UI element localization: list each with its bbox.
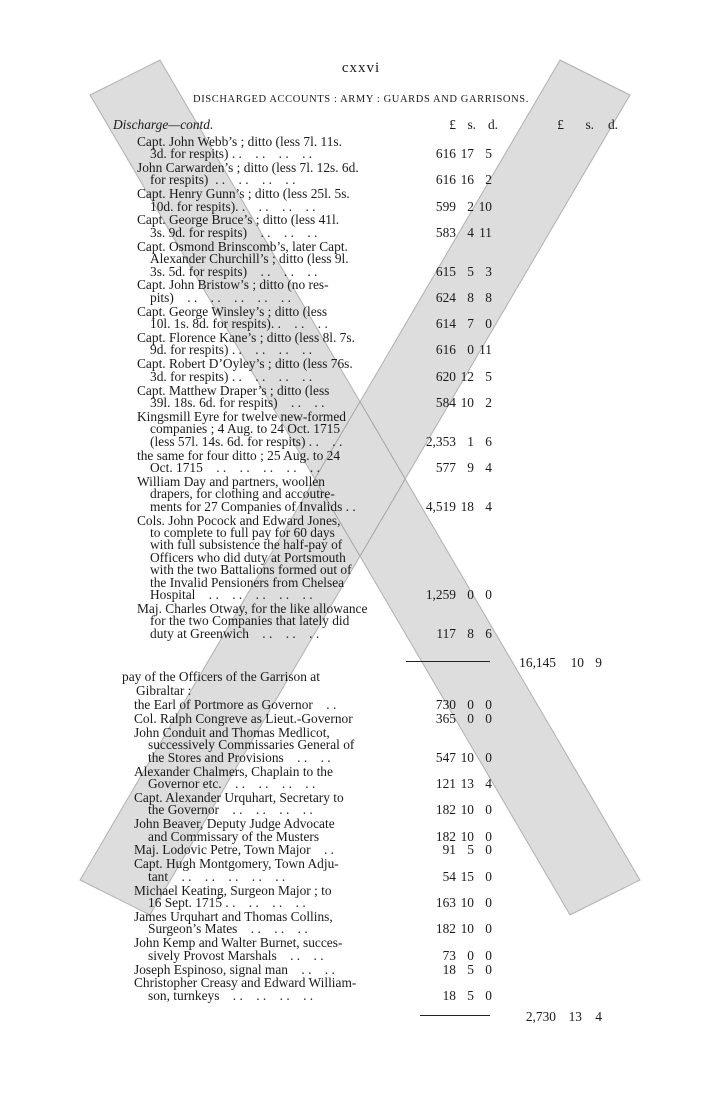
- entry-pounds: 614: [435, 316, 456, 332]
- entry-pence: 0: [485, 987, 492, 1003]
- entry-pence: 0: [485, 868, 492, 884]
- entry-text-line: the same for four ditto ; 25 Aug. to 24: [137, 447, 341, 463]
- entry-text-line: with full subsistence the half-pay of: [150, 537, 343, 553]
- entry-shillings: 10: [460, 895, 474, 910]
- entry-pounds: 616: [435, 342, 456, 358]
- entry-text-line: ments for 27 Companies of Invalids . .: [150, 498, 356, 514]
- entry-shillings: 12: [460, 368, 474, 384]
- entry-pence: 5: [485, 368, 492, 384]
- entry-pounds: 4,519: [425, 498, 456, 514]
- subtotal-rule-1: [406, 661, 490, 662]
- entry-text-line: 10d. for respits). . . . . . . .: [150, 198, 316, 214]
- entry-shillings: 0: [467, 947, 474, 963]
- entry-pence: 0: [485, 316, 492, 332]
- entry-pounds: 2,353: [425, 433, 456, 449]
- entry-text-line: successively Commissaries General of: [148, 737, 355, 753]
- entry-text-line: the Governor . . . . . . . .: [148, 802, 313, 818]
- entry-shillings: 0: [467, 710, 474, 726]
- entry-pence: 0: [485, 587, 492, 602]
- entry-text-line: tant . . . . . . . . . .: [148, 868, 286, 884]
- page-number: cxxvi: [341, 60, 381, 76]
- subtotal-2-pence: 4: [595, 1009, 602, 1024]
- entry-shillings: 5: [467, 263, 474, 279]
- entry-text-line: sively Provost Marshals . . . .: [148, 947, 324, 963]
- entry-text-line: Joseph Espinoso, signal man . . . .: [134, 961, 335, 977]
- entry-pence: 0: [485, 842, 492, 858]
- entry-text-line: Col. Ralph Congreve as Lieut.-Governor: [134, 710, 353, 726]
- entry-text-line: Hospital . . . . . . . . . .: [150, 587, 313, 602]
- entry-text-line: James Urquhart and Thomas Collins,: [134, 908, 333, 924]
- entry-shillings: 17: [460, 145, 474, 161]
- entry-shillings: 0: [467, 587, 474, 602]
- entry-text-line: to complete to full pay for 60 days: [150, 525, 335, 540]
- entry-pounds: 54: [442, 868, 456, 884]
- entry-shillings: 1: [467, 433, 474, 449]
- entry-pounds: 365: [435, 710, 456, 726]
- entry-shillings: 2: [467, 198, 474, 214]
- entry-text-line: Oct. 1715 . . . . . . . . . .: [150, 460, 320, 475]
- entry-text-line: son, turnkeys . . . . . . . .: [148, 987, 314, 1003]
- entry-pence: 0: [485, 710, 492, 726]
- entry-text-line: John Carwarden’s ; ditto (less 7l. 12s. 6d.: [137, 159, 359, 175]
- entry-text-line: Capt. George Winsley’s ; ditto (less: [137, 303, 328, 319]
- entry-pence: 0: [485, 961, 492, 977]
- entry-pounds: 616: [435, 172, 456, 188]
- entry-text-line: William Day and partners, woollen: [137, 473, 325, 489]
- entry-pounds: 1,259: [425, 587, 456, 602]
- entry-pence: 6: [485, 433, 492, 449]
- entry-pounds: 18: [442, 987, 456, 1003]
- entry-pounds: 121: [435, 775, 456, 791]
- entry-pence: 0: [485, 828, 492, 844]
- entry-text-line: 3d. for respits) . . . . . . . .: [150, 368, 313, 384]
- entry-pounds: 583: [435, 224, 456, 240]
- entry-text-line: with the two Battalions formed out of: [150, 562, 352, 578]
- entry-shillings: 10: [460, 921, 474, 937]
- col-pounds-1: £: [449, 117, 456, 132]
- entry-pounds: 615: [435, 263, 456, 279]
- subtotal-rule-2: [420, 1015, 490, 1016]
- entry-pounds: 163: [435, 895, 456, 910]
- entry-shillings: 10: [460, 802, 474, 818]
- entry-text-line: Alexander Churchill’s ; ditto (less 9l.: [150, 251, 349, 267]
- entry-shillings: 0: [467, 342, 474, 358]
- entry-pence: 3: [485, 263, 492, 279]
- entry-text-line: for respits) . . . . . . . .: [150, 172, 296, 188]
- col-pence-1: d.: [487, 117, 498, 132]
- entry-text-line: pits) . . . . . . . . . .: [150, 289, 291, 305]
- entry-text-line: Capt. Robert D’Oyley’s ; ditto (less 76s.: [137, 356, 353, 372]
- entry-pounds: 182: [435, 828, 456, 844]
- entry-pence: 0: [485, 921, 492, 937]
- entry-text-line: the Stores and Provisions . . . .: [148, 749, 331, 765]
- entry-shillings: 4: [467, 224, 474, 240]
- entry-text-line: Capt. Matthew Draper’s ; ditto (less: [137, 382, 330, 398]
- entry-pounds: 182: [435, 802, 456, 818]
- entry-pounds: 547: [435, 749, 456, 765]
- section-label: Discharge—contd.: [113, 117, 214, 132]
- section2-heading-line-2: Gibraltar :: [136, 683, 192, 698]
- entry-pence: 4: [485, 460, 492, 475]
- entry-pence: 11: [479, 224, 492, 240]
- col-pounds-2: £: [557, 117, 564, 132]
- entry-text-line: Capt. Hugh Montgomery, Town Adju-: [134, 856, 339, 872]
- section2-heading-line-1: pay of the Officers of the Garrison at: [122, 669, 320, 684]
- entry-pounds: 624: [435, 289, 456, 305]
- entry-shillings: 7: [467, 316, 474, 332]
- subtotal-1-shillings: 10: [570, 655, 584, 670]
- entry-text-line: Capt. Osmond Brinscomb’s, later Capt.: [137, 238, 348, 254]
- subtotal-1-pence: 9: [595, 655, 602, 670]
- entry-shillings: 5: [467, 842, 474, 858]
- entry-pence: 2: [485, 172, 492, 188]
- entry-pence: 0: [485, 802, 492, 818]
- entry-pounds: 18: [442, 961, 456, 977]
- entry-pounds: 73: [442, 947, 456, 963]
- entry-text-line: Kingsmill Eyre for twelve new-formed: [137, 408, 346, 424]
- entry-text-line: Capt. George Bruce’s ; ditto (less 41l.: [137, 212, 340, 228]
- entry-shillings: 0: [467, 697, 474, 712]
- entry-text-line: 16 Sept. 1715 . . . . . . . .: [148, 895, 306, 910]
- running-title: DISCHARGED ACCOUNTS : ARMY : GUARDS AND GARRISONS.: [193, 94, 529, 105]
- col-pence-2: d.: [607, 117, 618, 132]
- subtotal-2-shillings: 13: [568, 1009, 582, 1024]
- entry-text-line: drapers, for clothing and accoutre-: [150, 486, 335, 502]
- entry-text-line: companies ; 4 Aug. to 24 Oct. 1715: [150, 421, 341, 437]
- entry-pounds: 117: [436, 625, 456, 641]
- entry-text-line: Governor etc. . . . . . . . .: [148, 775, 316, 791]
- entry-text-line: Christopher Creasy and Edward William-: [134, 975, 357, 991]
- entry-text-line: Maj. Charles Otway, for the like allowance: [137, 600, 368, 616]
- entry-shillings: 10: [460, 828, 474, 844]
- entry-pence: 8: [485, 289, 492, 305]
- entry-text-line: 39l. 18s. 6d. for respits) . . . .: [150, 395, 325, 410]
- entry-pence: 4: [485, 498, 492, 514]
- entry-pence: 0: [485, 749, 492, 765]
- entry-pounds: 577: [435, 460, 456, 475]
- entry-shillings: 8: [467, 625, 474, 641]
- entry-text-line: the Invalid Pensioners from Chelsea: [150, 574, 345, 590]
- entry-shillings: 18: [460, 498, 474, 514]
- entry-text-line: Surgeon’s Mates . . . . . .: [148, 921, 308, 937]
- entry-text-line: the Earl of Portmore as Governor . .: [134, 697, 337, 712]
- entry-shillings: 8: [467, 289, 474, 305]
- entry-text-line: and Commissary of the Musters: [148, 828, 320, 844]
- entry-pounds: 730: [435, 697, 456, 712]
- entry-pounds: 616: [435, 145, 456, 161]
- subtotal-1-pounds: 16,145: [519, 655, 556, 670]
- col-shillings-2: s.: [585, 117, 594, 132]
- entry-shillings: 13: [460, 775, 474, 791]
- entry-shillings: 10: [460, 395, 474, 410]
- entry-text-line: John Beaver, Deputy Judge Advocate: [134, 816, 335, 832]
- entry-pence: 5: [485, 145, 492, 161]
- entry-pounds: 584: [435, 395, 456, 410]
- entry-text-line: 3s. 5d. for respits) . . . . . .: [150, 263, 318, 279]
- entry-text-line: Capt. John Webb’s ; ditto (less 7l. 11s.: [137, 133, 342, 149]
- entry-text-line: (less 57l. 14s. 6d. for respits) . . . .: [150, 433, 343, 449]
- entry-text-line: Cols. John Pocock and Edward Jones,: [137, 512, 341, 528]
- entry-text-line: Michael Keating, Surgeon Major ; to: [134, 882, 332, 898]
- entry-text-line: Officers who did duty at Portsmouth: [150, 549, 346, 565]
- entry-pence: 6: [485, 625, 492, 641]
- entry-pence: 0: [485, 697, 492, 712]
- entry-text-line: Maj. Lodovic Petre, Town Major . .: [134, 842, 335, 858]
- entry-text-line: John Conduit and Thomas Medlicot,: [134, 724, 330, 740]
- entry-text-line: Capt. John Bristow’s ; ditto (no res-: [137, 277, 329, 293]
- entry-shillings: 5: [467, 961, 474, 977]
- entry-pence: 4: [485, 775, 492, 791]
- entry-shillings: 16: [460, 172, 474, 188]
- entry-text-line: for the two Companies that lately did: [150, 613, 350, 629]
- entry-pence: 11: [479, 342, 492, 358]
- entry-text-line: Capt. Alexander Urquhart, Secretary to: [134, 789, 344, 805]
- entry-shillings: 9: [467, 460, 474, 475]
- entry-text-line: Capt. Henry Gunn’s ; ditto (less 25l. 5s.: [137, 186, 350, 202]
- entry-pence: 2: [485, 395, 492, 410]
- entry-pence: 0: [485, 947, 492, 963]
- entry-text-line: John Kemp and Walter Burnet, succes-: [134, 935, 343, 951]
- entry-pence: 0: [485, 895, 492, 910]
- entry-pence: 10: [478, 198, 492, 214]
- entry-pounds: 599: [435, 198, 456, 214]
- col-shillings-1: s.: [467, 117, 476, 132]
- entry-pounds: 182: [435, 921, 456, 937]
- entry-pounds: 91: [442, 842, 456, 858]
- entry-shillings: 10: [460, 749, 474, 765]
- entry-text-line: Capt. Florence Kane’s ; ditto (less 8l. 7s.: [137, 330, 355, 345]
- entry-text-line: 3s. 9d. for respits) . . . . . .: [150, 224, 318, 240]
- entry-text-line: duty at Greenwich . . . . . .: [150, 625, 320, 641]
- entry-text-line: 9d. for respits) . . . . . . . .: [150, 342, 313, 358]
- subtotal-2-pounds: 2,730: [525, 1009, 556, 1024]
- entry-shillings: 15: [460, 868, 474, 884]
- entry-text-line: 10l. 1s. 8d. for respits). . . . . .: [150, 316, 328, 332]
- entry-text-line: Alexander Chalmers, Chaplain to the: [134, 763, 333, 779]
- entry-shillings: 5: [467, 987, 474, 1003]
- entry-pounds: 620: [435, 368, 456, 384]
- entry-text-line: 3d. for respits) . . . . . . . .: [150, 145, 313, 161]
